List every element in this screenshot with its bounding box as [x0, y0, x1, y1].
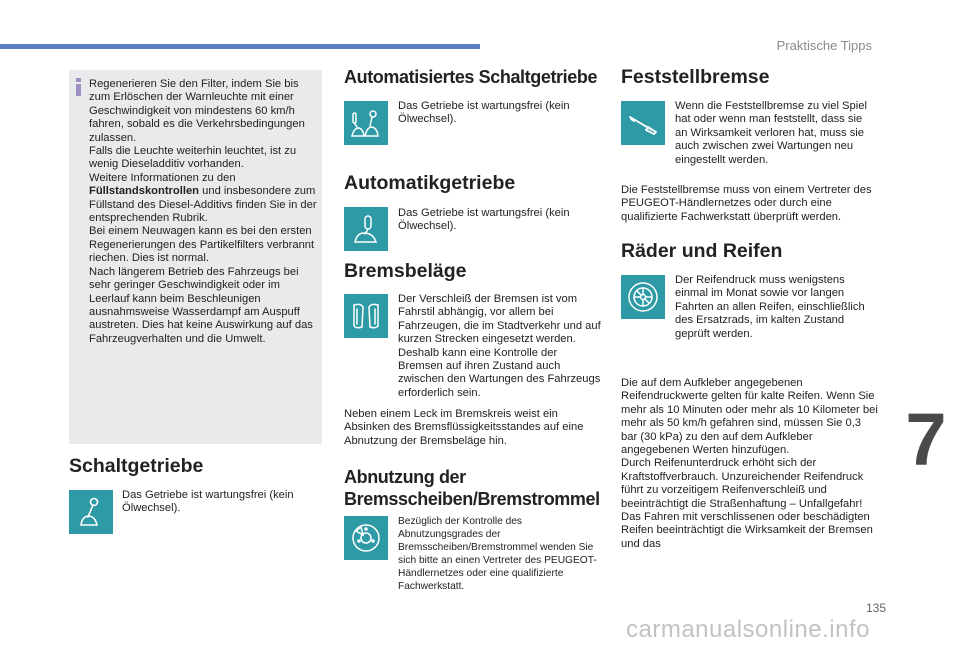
page-number: 135 [865, 601, 886, 615]
raeder-paragraph: Das Fahren mit verschlissenen oder beschädigten Reifen beeinträchtigt die Wirksamkeit der Bremsen und das [621, 511, 873, 550]
bremsbelaege-text-2: Neben einem Leck im Bremskreis weist ein Absinken des Bremsflüssigkeitsstandes auf eine Abnutzung der Bremsbeläge hin. [344, 408, 584, 447]
info-paragraph: Falls die Leuchte weiterhin leuchtet, ist zu wenig Dieseladditiv vorhanden. [89, 145, 297, 171]
info-paragraph: Weitere Informationen zu den Füllstandskontrollen und insbesondere zum Füllstand des Diesel-Additivs finden Sie in der entsprechenden Rubrik. [89, 171, 317, 225]
parking-brake-lever-icon [621, 101, 665, 145]
automated-gearbox-icon [344, 101, 388, 145]
heading-abnutzung: Abnutzung der Bremsscheiben/Bremstrommel [344, 467, 600, 509]
heading-raeder-und-reifen: Räder und Reifen [621, 240, 783, 262]
header-accent-bar [0, 44, 480, 49]
automatisiert-text: Das Getriebe ist wartungsfrei (kein Ölwechsel). [398, 100, 570, 126]
gear-lever-icon [69, 490, 113, 534]
brake-disc-icon [344, 516, 388, 560]
heading-bremsbelaege: Bremsbeläge [344, 260, 467, 282]
chapter-number: 7 [892, 400, 960, 480]
wheel-tyre-icon [621, 275, 665, 319]
info-box-text [89, 78, 321, 346]
bremsbelaege-text: Der Verschleiß der Bremsen ist vom Fahrstil abhängig, vor allem bei Fahrzeugen, die im Stadtverkehr und auf kurzen Strecken eingesetzt werden. Deshalb kann eine Kontrolle der Bremsen auf ihren Zustand auch zwischen den Wartungen des Fahrzeugs erforderlich sein. [398, 293, 601, 399]
raeder-paragraph: Die auf dem Aufkleber angegebenen Reifendruckwerte gelten für kalte Reifen. Wenn Sie mehr als 10 Minuten oder mehr als 10 Kilometer bei mehr als 50 km/h gefahren sind, müssen Sie 0,3 bar (30 kPa) zu den auf dem Aufkleber angegebenen Werten hinzufügen. [621, 377, 878, 457]
automatik-text: Das Getriebe ist wartungsfrei (kein Ölwechsel). [398, 207, 570, 233]
section-title: Praktische Tipps [776, 38, 872, 53]
info-paragraph: Nach längerem Betrieb des Fahrzeugs bei sehr geringer Geschwindigkeit oder im Leerlauf kann beim Beschleunigen ausnahmsweise Wasserdampf am Auspuff austreten. Dies hat keine Auswirkung auf das Fahrzeugverhalten und die Umwelt. [89, 265, 313, 345]
info-paragraph: Regenerieren Sie den Filter, indem Sie bis zum Erlöschen der Warnleuchte mit einer Geschwindigkeit von mindestens 60 km/h fahren, sobald es die Verkehrsbedingungen zulassen. [89, 78, 305, 144]
raeder-paragraph: Durch Reifenunterdruck erhöht sich der Kraftstoffverbrauch. Unzureichender Reifendruck führt zu vorzeitigem Reifenverschleiß und beeinträchtigt die Straßenhaftung – Unfallgefahr! [621, 457, 864, 510]
heading-feststellbremse: Feststellbremse [621, 66, 770, 88]
abnutzung-text: Bezüglich der Kontrolle des Abnutzungsgrades der Bremsscheiben/Bremstrommel wenden Sie sich bitte an einen Vertreter des PEUGEOT-Händlernetzes oder eine qualifizierte Fachwerkstatt. [398, 516, 597, 592]
feststellbremse-text: Wenn die Feststellbremse zu viel Spiel hat oder wenn man feststellt, dass sie an Wirksamkeit verloren hat, muss sie auch zwischen zwei Wartungen neu eingestellt werden. [675, 100, 867, 166]
raeder-text: Der Reifendruck muss wenigstens einmal im Monat sowie vor langen Fahrten an allen Reifen, einschließlich des Ersatzrads, im kalten Zustand geprüft werden. [675, 274, 865, 340]
heading-automatisiertes-schaltgetriebe: Automatisiertes Schaltgetriebe [344, 67, 598, 87]
info-icon [76, 78, 81, 96]
automatic-gear-selector-icon [344, 207, 388, 251]
brake-pads-icon [344, 294, 388, 338]
feststellbremse-text-2: Die Feststellbremse muss von einem Vertreter des PEUGEOT-Händlernetzes oder durch eine qualifizierte Fachwerkstatt überprüft werden. [621, 184, 872, 223]
heading-automatikgetriebe: Automatikgetriebe [344, 172, 516, 194]
raeder-text-2 [621, 377, 879, 551]
heading-schaltgetriebe: Schaltgetriebe [69, 455, 204, 477]
schaltgetriebe-text: Das Getriebe ist wartungsfrei (kein Ölwechsel). [122, 489, 294, 515]
watermark: carmanualsonline.info [626, 616, 870, 643]
info-bold-term: Füllstandskontrollen [89, 185, 200, 198]
info-paragraph: Bei einem Neuwagen kann es bei den ersten Regenerierungen des Partikelfilters verbrannt riechen. Dies ist normal. [89, 225, 315, 265]
